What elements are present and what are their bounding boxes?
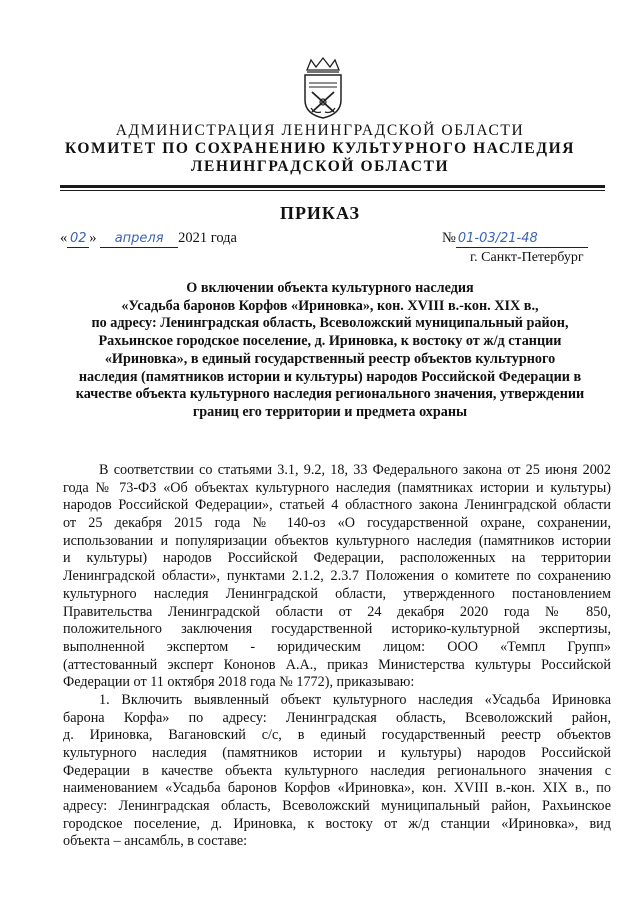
body-line: В соответствии со статьями 3.1, 9.2, 18, 33 Федерального закона от 25 июня 2002 (99, 462, 611, 478)
body-line: Федерации от 11 октября 2018 года № 1772), приказываю: (63, 674, 415, 691)
header-divider-thick (60, 185, 605, 188)
body-line: положительного заключения государственной историко-культурной экспертизы, (63, 621, 611, 638)
body-line: 1. Включить выявленный объект культурного наследия «Усадьба Ириновка (99, 691, 611, 708)
city: г. Санкт-Петербург (470, 250, 584, 265)
body-line: городское поселение, д. Ириновка, к востоку от ж/д станции «Ириновка», вид (63, 815, 611, 832)
coat-of-arms-icon (301, 56, 345, 120)
document-title: ПРИКАЗ (279, 203, 361, 223)
body-line: года № 73-ФЗ «Об объектах культурного наследия (памятниках истории и культуры) (63, 479, 611, 496)
date-month: апреля (114, 231, 164, 246)
body-line: объекта – ансамбль, в составе: (63, 833, 248, 850)
heading-line: «Усадьба баронов Корфов «Ириновка», кон. XVIII в.-кон. XIX в., (121, 297, 539, 314)
number-prefix: № (442, 230, 456, 246)
body-line: и культуры) народов Российской Федерации, расположенных на территории (63, 550, 611, 567)
header-divider-thin (60, 190, 605, 191)
body-line: от 25 декабря 2015 года № 140-оз «О государственной охране, сохранении, (63, 515, 611, 532)
number-field (456, 230, 588, 248)
body-line: (аттестованный эксперт Кононов А.А., приказ Министерства культуры Российской (63, 656, 611, 673)
order-number (442, 230, 588, 248)
date-day-field (67, 230, 89, 248)
body-line: выполненной экспертом - юридическим лицом: ООО «Темпл Групп» (63, 638, 611, 655)
heading-line: Рахьинское городское поселение, д. Ириновка, к востоку от ж/д станции (98, 333, 562, 350)
body-line: культурного наследия Ленинградской области, утвержденного постановлением (63, 585, 611, 602)
number-value: 01-03/21-48 (457, 231, 538, 246)
heading-line: по адресу: Ленинградская область, Всеволожский муниципальный район, (91, 315, 569, 332)
date-close-quote: » (89, 230, 97, 246)
body-line: адресу: Ленинградская область, Всеволожский муниципальный район, Рахьинское (63, 798, 611, 815)
body-line: наименованием «Усадьба баронов Корфов «Ириновка», кон. XVIII в.-кон. XIX в., по (63, 780, 611, 797)
org-name-line1: АДМИНИСТРАЦИЯ ЛЕНИНГРАДСКОЙ ОБЛАСТИ (115, 122, 525, 139)
date-month-field (100, 230, 178, 248)
body-line: культурного наследия (памятников истории и культуры) народов Российской (63, 745, 611, 761)
body-line: Федерации в качестве объекта культурного наследия регионального значения с (63, 762, 611, 779)
body-line: д. Ириновка, Вагановский с/с, в единый государственный реестр объектов (63, 727, 611, 744)
heading-line: границ его территории и предмета охраны (192, 403, 468, 420)
order-body (63, 462, 611, 851)
body-line: народов Российской Федерации», статьей 4 областного закона Ленинградской области (63, 497, 611, 514)
body-line: использовании и популяризации объектов культурного наследия (памятников истории (63, 532, 611, 549)
date-open-quote: « (60, 230, 68, 246)
heading-line: О включении объекта культурного наследия (186, 280, 474, 296)
heading-line: качестве объекта культурного наследия регионального значения, утверждении (75, 386, 585, 403)
date-year: 2021 года (178, 230, 237, 246)
org-name-line2: КОМИТЕТ ПО СОХРАНЕНИЮ КУЛЬТУРНОГО НАСЛЕДИЯ (64, 140, 576, 157)
heading-line: наследия (памятников истории и культуры) народов Российской Федерации в (78, 368, 582, 385)
date-day: 02 (69, 231, 87, 246)
order-heading (40, 280, 620, 422)
body-line: барона Корфа» по адресу: Ленинградская область, Всеволожский район, (63, 709, 611, 726)
body-line: Правительства Ленинградской области от 24 декабря 2020 года № 850, (63, 603, 611, 620)
body-line: Ленинградской области», пунктами 2.1.2, 2.3.7 Положения о комитете по сохранению (63, 568, 611, 585)
heading-line: «Ириновка», в единый государственный реестр объектов культурного (104, 350, 556, 367)
order-date (60, 230, 237, 248)
org-name-line3: ЛЕНИНГРАДСКОЙ ОБЛАСТИ (190, 158, 450, 175)
